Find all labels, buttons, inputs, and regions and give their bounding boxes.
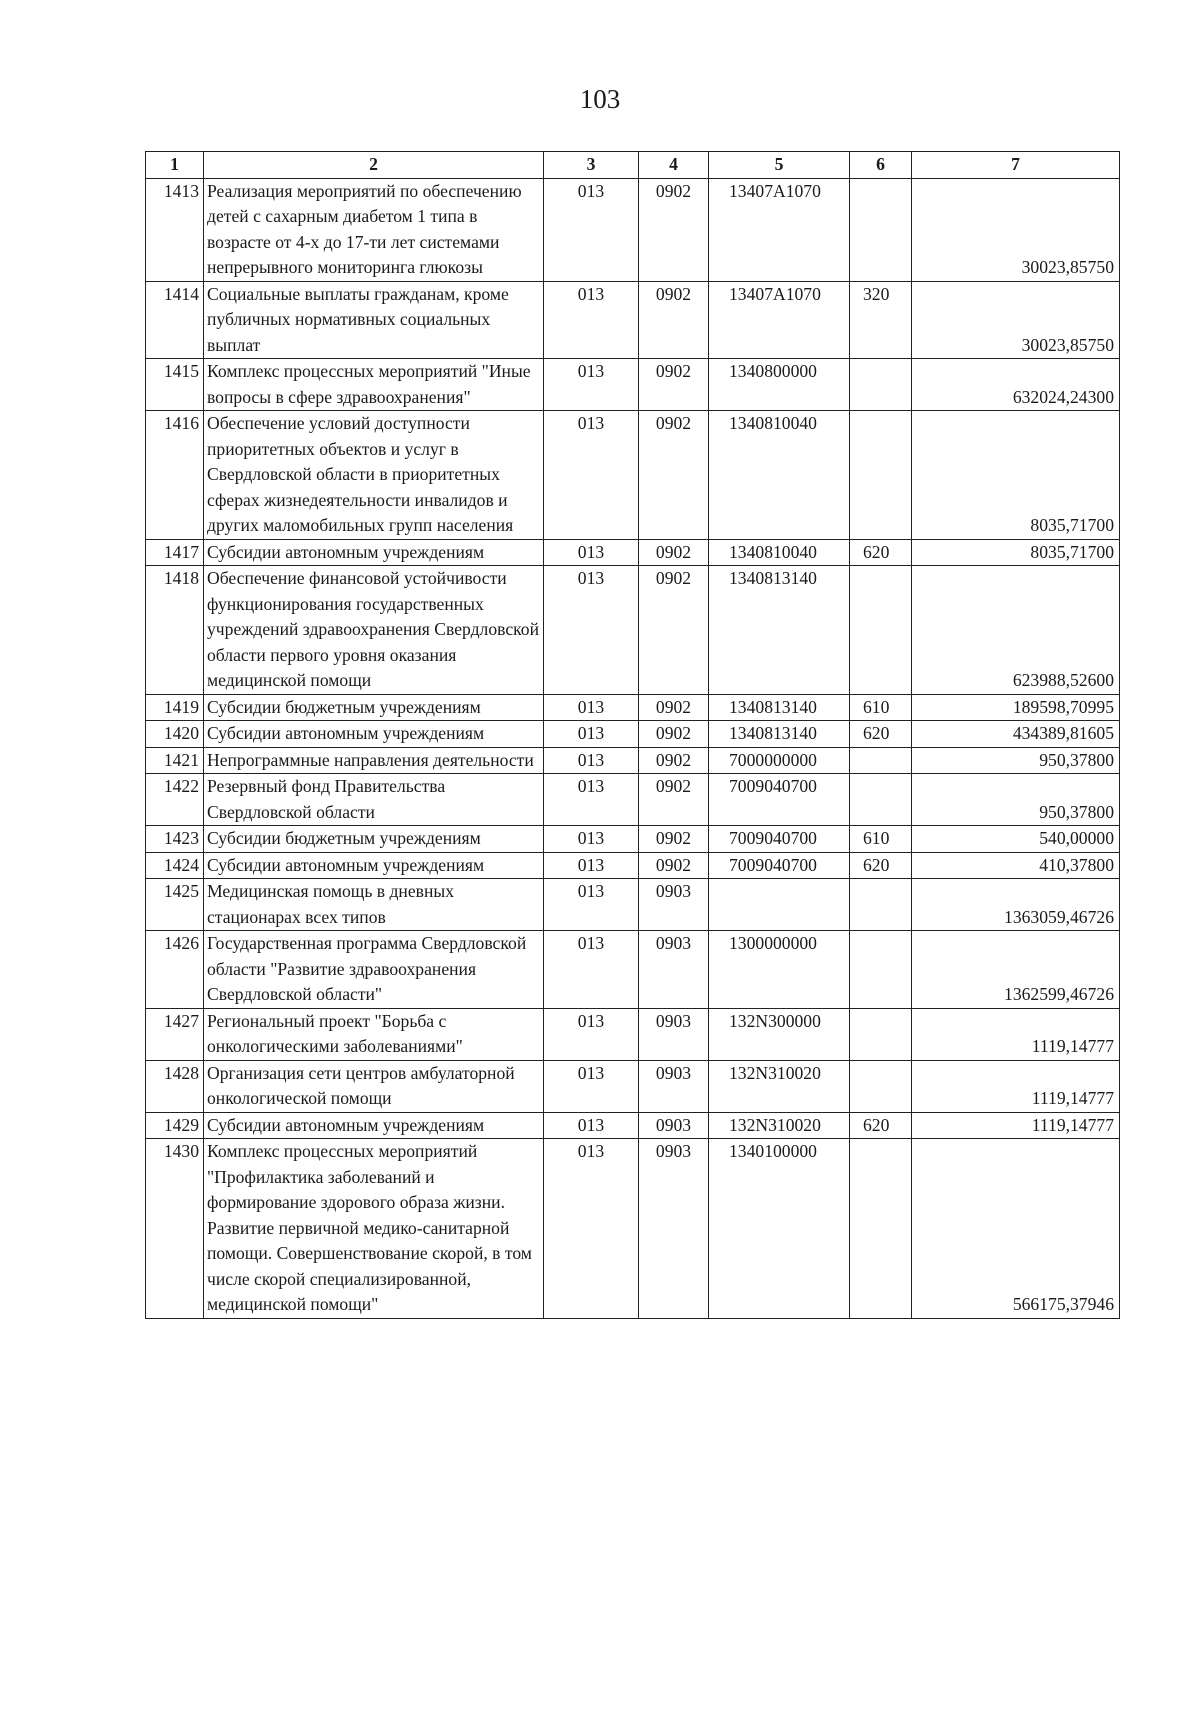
row-admin-code: 013 [544, 826, 639, 853]
table-row [146, 852, 1120, 879]
row-expense-type: 610 [850, 826, 912, 853]
row-number: 1430 [146, 1139, 204, 1319]
row-number: 1420 [146, 721, 204, 748]
row-section-code: 0903 [639, 1008, 709, 1060]
row-expense-type [850, 879, 912, 931]
row-expense-type [850, 411, 912, 540]
table-row [146, 411, 1120, 540]
row-expense-type [850, 1060, 912, 1112]
row-section-code: 0902 [639, 539, 709, 566]
row-target-article: 7009040700 [709, 774, 850, 826]
column-header: 7 [912, 152, 1120, 179]
row-section-code: 0903 [639, 1112, 709, 1139]
row-expense-type [850, 359, 912, 411]
row-amount: 1119,14777 [912, 1060, 1120, 1112]
table-row [146, 931, 1120, 1009]
row-name: Медицинская помощь в дневных стационарах всех типов [204, 879, 544, 931]
row-target-article: 1340810040 [709, 539, 850, 566]
row-section-code: 0903 [639, 879, 709, 931]
row-section-code: 0902 [639, 721, 709, 748]
row-name: Резервный фонд Правительства Свердловской области [204, 774, 544, 826]
row-admin-code: 013 [544, 1008, 639, 1060]
row-amount: 30023,85750 [912, 281, 1120, 359]
row-section-code: 0903 [639, 1139, 709, 1319]
row-target-article: 7000000000 [709, 747, 850, 774]
table-row [146, 1060, 1120, 1112]
row-amount: 1119,14777 [912, 1008, 1120, 1060]
row-number: 1416 [146, 411, 204, 540]
row-amount: 1362599,46726 [912, 931, 1120, 1009]
column-header: 4 [639, 152, 709, 179]
row-expense-type: 610 [850, 694, 912, 721]
row-target-article: 1340810040 [709, 411, 850, 540]
row-name: Субсидии автономным учреждениям [204, 539, 544, 566]
row-name: Социальные выплаты гражданам, кроме публичных нормативных социальных выплат [204, 281, 544, 359]
row-target-article: 1300000000 [709, 931, 850, 1009]
row-amount: 434389,81605 [912, 721, 1120, 748]
row-name: Непрограммные направления деятельности [204, 747, 544, 774]
row-section-code: 0903 [639, 1060, 709, 1112]
row-target-article: 1340813140 [709, 694, 850, 721]
row-expense-type [850, 747, 912, 774]
row-admin-code: 013 [544, 774, 639, 826]
row-section-code: 0902 [639, 774, 709, 826]
row-number: 1418 [146, 566, 204, 695]
row-admin-code: 013 [544, 178, 639, 281]
row-number: 1423 [146, 826, 204, 853]
row-name: Комплекс процессных мероприятий "Профилактика заболеваний и формирование здорового образа жизни. Развитие первичной медико-санитарной помощи. Совершенствование скорой, в том числе скорой специализированной, медицинской помощи" [204, 1139, 544, 1319]
row-admin-code: 013 [544, 694, 639, 721]
row-target-article: 13407А1070 [709, 281, 850, 359]
row-admin-code: 013 [544, 1060, 639, 1112]
row-amount: 623988,52600 [912, 566, 1120, 695]
row-admin-code: 013 [544, 747, 639, 774]
row-amount: 410,37800 [912, 852, 1120, 879]
row-number: 1414 [146, 281, 204, 359]
column-header-row [146, 152, 1120, 179]
row-admin-code: 013 [544, 1139, 639, 1319]
row-amount: 30023,85750 [912, 178, 1120, 281]
row-amount: 8035,71700 [912, 539, 1120, 566]
row-amount: 632024,24300 [912, 359, 1120, 411]
column-header: 3 [544, 152, 639, 179]
page-number: 103 [579, 84, 621, 114]
row-name: Субсидии бюджетным учреждениям [204, 694, 544, 721]
table-row [146, 1008, 1120, 1060]
column-header: 5 [709, 152, 850, 179]
row-name: Субсидии бюджетным учреждениям [204, 826, 544, 853]
row-amount: 8035,71700 [912, 411, 1120, 540]
row-name: Региональный проект "Борьба с онкологическими заболеваниями" [204, 1008, 544, 1060]
table-row [146, 1112, 1120, 1139]
row-admin-code: 013 [544, 281, 639, 359]
table-row [146, 747, 1120, 774]
row-section-code: 0902 [639, 852, 709, 879]
row-target-article: 7009040700 [709, 826, 850, 853]
table-row [146, 359, 1120, 411]
row-number: 1422 [146, 774, 204, 826]
budget-table [145, 151, 1120, 1319]
column-header: 6 [850, 152, 912, 179]
row-target-article: 1340100000 [709, 1139, 850, 1319]
row-amount: 1363059,46726 [912, 879, 1120, 931]
row-expense-type [850, 931, 912, 1009]
row-number: 1415 [146, 359, 204, 411]
table-row [146, 566, 1120, 695]
row-expense-type: 620 [850, 1112, 912, 1139]
row-admin-code: 013 [544, 359, 639, 411]
row-target-article: 132N300000 [709, 1008, 850, 1060]
row-section-code: 0902 [639, 826, 709, 853]
row-name: Субсидии автономным учреждениям [204, 852, 544, 879]
row-admin-code: 013 [544, 879, 639, 931]
row-target-article: 132N310020 [709, 1060, 850, 1112]
row-admin-code: 013 [544, 721, 639, 748]
row-admin-code: 013 [544, 1112, 639, 1139]
row-section-code: 0902 [639, 694, 709, 721]
row-number: 1424 [146, 852, 204, 879]
row-admin-code: 013 [544, 566, 639, 695]
row-admin-code: 013 [544, 852, 639, 879]
row-target-article [709, 879, 850, 931]
row-name: Субсидии автономным учреждениям [204, 1112, 544, 1139]
row-expense-type [850, 566, 912, 695]
row-target-article: 13407А1070 [709, 178, 850, 281]
row-amount: 950,37800 [912, 774, 1120, 826]
row-section-code: 0902 [639, 178, 709, 281]
row-section-code: 0902 [639, 566, 709, 695]
table-row [146, 539, 1120, 566]
row-number: 1428 [146, 1060, 204, 1112]
row-expense-type: 320 [850, 281, 912, 359]
row-expense-type [850, 1008, 912, 1060]
row-amount: 566175,37946 [912, 1139, 1120, 1319]
row-name: Обеспечение финансовой устойчивости функционирования государственных учреждений здравоохранения Свердловской области первого уровня оказания медицинской помощи [204, 566, 544, 695]
row-target-article: 1340800000 [709, 359, 850, 411]
row-section-code: 0902 [639, 747, 709, 774]
row-expense-type: 620 [850, 721, 912, 748]
row-amount: 1119,14777 [912, 1112, 1120, 1139]
row-name: Реализация мероприятий по обеспечению детей с сахарным диабетом 1 типа в возрасте от 4-х до 17-ти лет системами непрерывного мониторинга глюкозы [204, 178, 544, 281]
row-expense-type: 620 [850, 539, 912, 566]
row-admin-code: 013 [544, 411, 639, 540]
row-amount: 950,37800 [912, 747, 1120, 774]
row-name: Субсидии автономным учреждениям [204, 721, 544, 748]
row-number: 1425 [146, 879, 204, 931]
row-number: 1426 [146, 931, 204, 1009]
row-expense-type [850, 178, 912, 281]
column-header: 1 [146, 152, 204, 179]
table-row [146, 721, 1120, 748]
table-row [146, 826, 1120, 853]
row-expense-type: 620 [850, 852, 912, 879]
row-section-code: 0902 [639, 359, 709, 411]
table-row [146, 694, 1120, 721]
row-admin-code: 013 [544, 931, 639, 1009]
row-target-article: 7009040700 [709, 852, 850, 879]
row-amount: 189598,70995 [912, 694, 1120, 721]
row-number: 1417 [146, 539, 204, 566]
row-expense-type [850, 1139, 912, 1319]
row-number: 1427 [146, 1008, 204, 1060]
row-number: 1421 [146, 747, 204, 774]
row-number: 1429 [146, 1112, 204, 1139]
row-amount: 540,00000 [912, 826, 1120, 853]
row-number: 1413 [146, 178, 204, 281]
row-section-code: 0903 [639, 931, 709, 1009]
row-admin-code: 013 [544, 539, 639, 566]
row-name: Обеспечение условий доступности приоритетных объектов и услуг в Свердловской области в приоритетных сферах жизнедеятельности инвалидов и других маломобильных групп населения [204, 411, 544, 540]
row-name: Комплекс процессных мероприятий "Иные вопросы в сфере здравоохранения" [204, 359, 544, 411]
column-header: 2 [204, 152, 544, 179]
row-target-article: 1340813140 [709, 566, 850, 695]
table-row [146, 1139, 1120, 1319]
row-target-article: 132N310020 [709, 1112, 850, 1139]
row-name: Организация сети центров амбулаторной онкологической помощи [204, 1060, 544, 1112]
table-row [146, 178, 1120, 281]
row-section-code: 0902 [639, 411, 709, 540]
row-target-article: 1340813140 [709, 721, 850, 748]
row-name: Государственная программа Свердловской области "Развитие здравоохранения Свердловской области" [204, 931, 544, 1009]
row-expense-type [850, 774, 912, 826]
table-row [146, 879, 1120, 931]
row-number: 1419 [146, 694, 204, 721]
row-section-code: 0902 [639, 281, 709, 359]
table-row [146, 281, 1120, 359]
table-row [146, 774, 1120, 826]
